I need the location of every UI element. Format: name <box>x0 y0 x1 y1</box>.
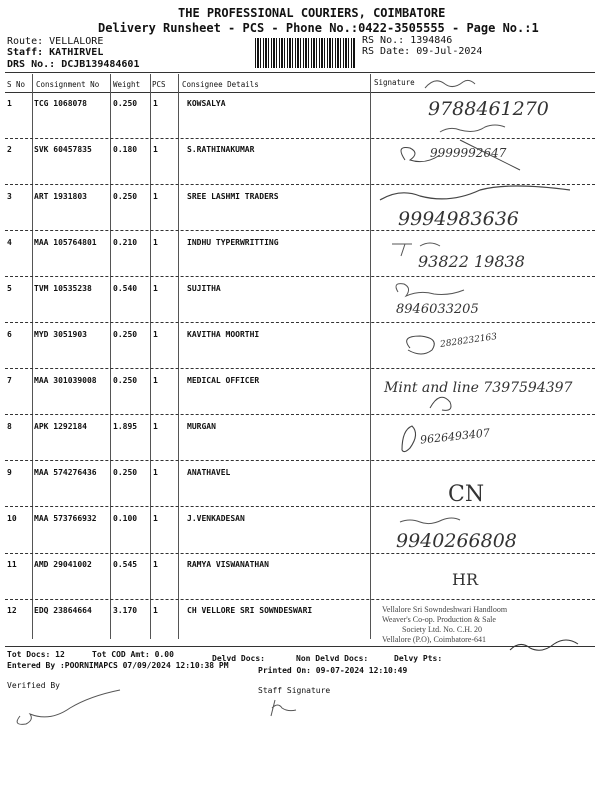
row-divider <box>5 184 595 185</box>
row-9-consignment: MAA 574276436 <box>34 468 97 477</box>
row-7-consignment: MAA 301039008 <box>34 376 97 385</box>
row-9-sno: 9 <box>7 468 12 477</box>
stamp-line-4: Vellalore (P.O), Coimbatore-641 <box>382 635 486 644</box>
row-3-consignment: ART 1931803 <box>34 192 87 201</box>
row-11-pcs: 1 <box>153 560 158 569</box>
row-8-handwritten-phone: 9626493407 <box>419 426 491 447</box>
rs-date-field <box>362 46 482 57</box>
verified-by-label: Verified By <box>7 681 60 690</box>
row-4-handwritten-phone: 93822 19838 <box>418 252 525 271</box>
col-header-consignment: Consignment No <box>36 80 100 89</box>
column-divider <box>150 74 151 639</box>
row-11-handwritten-mark: HR <box>452 570 478 589</box>
row-12-weight: 3.170 <box>113 606 138 615</box>
row-6-weight: 0.250 <box>113 330 138 339</box>
row-10-signature-scribble <box>400 518 460 524</box>
row-divider <box>5 414 595 415</box>
row-8-sno: 8 <box>7 422 12 431</box>
row-9-weight: 0.250 <box>113 468 138 477</box>
column-divider <box>370 74 371 639</box>
runsheet-subtitle: Delivery Runsheet - PCS - Phone No.:0422-3505555 - Page No.:1 <box>98 21 539 35</box>
column-divider <box>32 74 33 639</box>
route-field <box>7 36 103 47</box>
table-header-rule <box>5 92 595 93</box>
row-2-sno: 2 <box>7 145 12 154</box>
row-10-handwritten-phone: 9940266808 <box>396 530 517 552</box>
row-3-weight: 0.250 <box>113 192 138 201</box>
row-9-pcs: 1 <box>153 468 158 477</box>
delvy-pts: Delvy Pts: <box>394 654 443 663</box>
row-3-signature-scribble <box>380 186 570 200</box>
row-3-handwritten-phone: 9994983636 <box>398 208 519 230</box>
row-8-pcs: 1 <box>153 422 158 431</box>
row-divider <box>5 322 595 323</box>
stamp-line-3: Society Ltd. No. C.H. 20 <box>402 625 482 634</box>
staff-signature-mark <box>271 700 296 716</box>
row-2-handwritten-phone: 9999992647 <box>430 146 507 160</box>
row-1-consignment: TCG 1068078 <box>34 99 87 108</box>
row-7-pcs: 1 <box>153 376 158 385</box>
stamp-line-1: Vellalore Sri Sowndeshwari Handloom <box>382 605 508 614</box>
row-10-weight: 0.100 <box>113 514 138 523</box>
route-label: Route: <box>7 36 44 47</box>
row-4-pcs: 1 <box>153 238 158 247</box>
rs-no-label: RS No.: <box>362 35 405 46</box>
row-1-weight: 0.250 <box>113 99 138 108</box>
company-title: THE PROFESSIONAL COURIERS, COIMBATORE <box>178 6 446 20</box>
row-12-consignment: EDQ 23864664 <box>34 606 92 615</box>
row-7-consignee: MEDICAL OFFICER <box>187 376 260 385</box>
row-10-consignee: J.VENKADESAN <box>187 514 245 523</box>
row-5-consignee: SUJITHA <box>187 284 221 293</box>
drs-label: DRS No.: <box>7 59 56 70</box>
column-divider <box>178 74 179 639</box>
rs-no-field <box>362 35 452 46</box>
row-1-pcs: 1 <box>153 99 158 108</box>
row-6-consignee: KAVITHA MOORTHI <box>187 330 260 339</box>
row-12-consignee: CH VELLORE SRI SOWNDESWARI <box>187 606 313 615</box>
row-3-pcs: 1 <box>153 192 158 201</box>
row-8-consignment: APK 1292184 <box>34 422 87 431</box>
row-3-sno: 3 <box>7 192 12 201</box>
column-divider <box>110 74 111 639</box>
row-2-consignee: S.RATHINAKUMAR <box>187 145 255 154</box>
row-11-sno: 11 <box>7 560 17 569</box>
delvd-docs: Delvd Docs: <box>212 654 265 663</box>
row-divider <box>5 368 595 369</box>
rs-date-value: 09-Jul-2024 <box>416 46 483 57</box>
row-divider <box>5 599 595 600</box>
row-6-signature-scribble <box>407 336 435 354</box>
row-5-handwritten-phone: 8946033205 <box>396 302 479 317</box>
printed-on: Printed On: 09-07-2024 12:10:49 <box>258 666 408 675</box>
row-1-handwritten-phone: 9788461270 <box>428 98 549 120</box>
barcode <box>255 38 355 68</box>
row-12-sno: 12 <box>7 606 17 615</box>
staff-field <box>7 47 103 58</box>
row-5-consignment: TVM 10535238 <box>34 284 92 293</box>
stamp-line-2: Weaver's Co-op. Production & Sale <box>382 615 496 624</box>
tot-docs: Tot Docs: 12 <box>7 650 65 659</box>
entered-by: Entered By :POORNIMAPCS 07/09/2024 12:10:38 PM <box>7 661 229 670</box>
col-header-signature: Signature <box>374 78 415 87</box>
row-10-pcs: 1 <box>153 514 158 523</box>
row-5-pcs: 1 <box>153 284 158 293</box>
row-9-consignee: ANATHAVEL <box>187 468 231 477</box>
staff-label: Staff: <box>7 47 44 58</box>
table-top-rule <box>5 72 595 73</box>
row-5-signature-scribble <box>396 284 464 296</box>
row-1-consignee: KOWSALYA <box>187 99 226 108</box>
row-6-consignment: MYD 3051903 <box>34 330 87 339</box>
row-divider <box>5 230 595 231</box>
row-5-sno: 5 <box>7 284 12 293</box>
row-1-sno: 1 <box>7 99 12 108</box>
row-4-consignee: INDHU TYPERWRITTING <box>187 238 279 247</box>
verified-by-signature <box>17 690 120 724</box>
row-9-handwritten-mark: CN <box>448 482 485 507</box>
row-divider <box>5 276 595 277</box>
row-2-consignment: SVK 60457835 <box>34 145 92 154</box>
col-header-sno: S No <box>7 80 26 89</box>
row-3-consignee: SREE LASHMI TRADERS <box>187 192 279 201</box>
row-4-sno: 4 <box>7 238 12 247</box>
row-11-weight: 0.545 <box>113 560 138 569</box>
row-2-weight: 0.180 <box>113 145 138 154</box>
col-header-weight: Weight <box>113 80 141 89</box>
society-stamp <box>382 605 507 645</box>
row-6-pcs: 1 <box>153 330 158 339</box>
row-divider <box>5 138 595 139</box>
row-11-consignee: RAMYA VISWANATHAN <box>187 560 269 569</box>
row-8-consignee: MURGAN <box>187 422 216 431</box>
staff-signature-label: Staff Signature <box>258 686 331 695</box>
row-7-weight: 0.250 <box>113 376 138 385</box>
row-divider <box>5 460 595 461</box>
row-11-consignment: AMD 29041002 <box>34 560 92 569</box>
row-7-signature-scribble <box>430 397 451 410</box>
row-10-sno: 10 <box>7 514 17 523</box>
drs-field <box>7 59 139 70</box>
route-value: VELLALORE <box>49 36 104 47</box>
row-7-sno: 7 <box>7 376 12 385</box>
tot-cod-amt: Tot COD Amt: 0.00 <box>92 650 174 659</box>
row-divider <box>5 553 595 554</box>
row-8-signature-scribble <box>402 426 416 452</box>
row-8-weight: 1.895 <box>113 422 138 431</box>
non-delvd-docs: Non Delvd Docs: <box>296 654 369 663</box>
row-4-weight: 0.210 <box>113 238 138 247</box>
row-6-sno: 6 <box>7 330 12 339</box>
staff-value: KATHIRVEL <box>49 47 104 58</box>
rs-no-value: 1394846 <box>410 35 453 46</box>
row-5-weight: 0.540 <box>113 284 138 293</box>
header-signature-scribble <box>425 80 475 88</box>
row-4-consignment: MAA 105764801 <box>34 238 97 247</box>
row-divider <box>5 506 595 507</box>
row-1-signature-scribble <box>440 125 505 132</box>
row-7-handwritten-note: Mint and line 7397594397 <box>384 380 573 396</box>
row-12-pcs: 1 <box>153 606 158 615</box>
rs-date-label: RS Date: <box>362 46 411 57</box>
row-2-pcs: 1 <box>153 145 158 154</box>
row-6-handwritten-phone: 2828232163 <box>439 332 498 350</box>
signature-scribbles <box>0 0 1 1</box>
table-bottom-rule <box>5 646 595 647</box>
col-header-consignee: Consignee Details <box>182 80 259 89</box>
row-10-consignment: MAA 573766932 <box>34 514 97 523</box>
col-header-pcs: PCS <box>152 80 166 89</box>
drs-value: DCJB139484601 <box>61 59 140 70</box>
